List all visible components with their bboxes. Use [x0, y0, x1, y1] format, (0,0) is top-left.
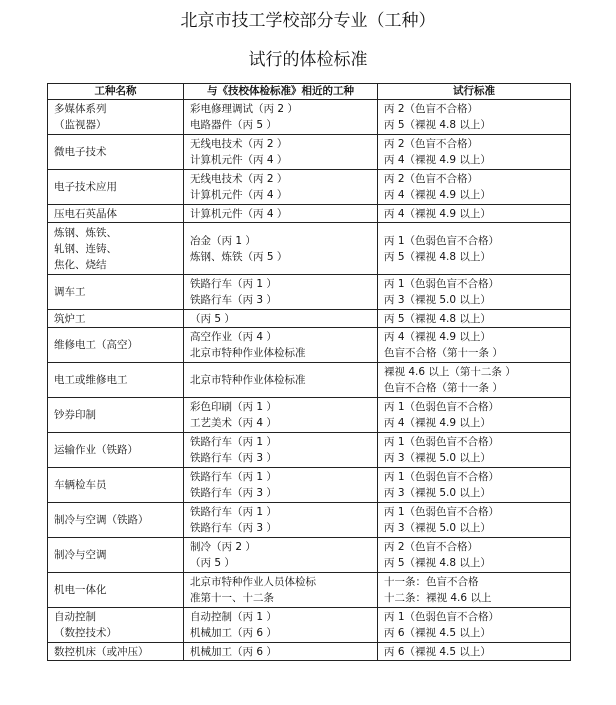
header-trial-standard: 试行标准	[378, 84, 571, 100]
trade-name-cell	[48, 328, 184, 363]
similar-trade-cell	[184, 538, 378, 573]
cell-text-line: 制冷与空调	[54, 549, 107, 561]
table-header-row	[48, 84, 571, 100]
trade-name-cell	[48, 538, 184, 573]
cell-text-line: 裸视 4.6 以上（第十二条 ）	[384, 366, 516, 378]
table-row	[48, 643, 571, 661]
table-row	[48, 608, 571, 643]
cell-text-line: 丙 2（色盲不合格）	[384, 541, 479, 553]
cell-text-line: 丙 1（色弱色盲不合格）	[384, 611, 500, 623]
cell-text-line: （监视器）	[54, 119, 107, 131]
cell-text-line: 丙 3（裸视 5.0 以上）	[384, 522, 491, 534]
cell-text-line: 炼钢、炼铁、	[54, 226, 117, 239]
cell-text-line: 丙 3（裸视 5.0 以上）	[384, 294, 491, 306]
standard-cell	[378, 275, 571, 310]
similar-trade-cell	[184, 608, 378, 643]
page-title: 北京市技工学校部分专业（工种）	[180, 11, 436, 31]
cell-text-line: 铁路行车（丙 1 ）	[190, 471, 277, 483]
cell-text-line: 北京市特种作业体检标准	[190, 347, 306, 359]
standard-cell	[378, 468, 571, 503]
cell-text-line: 彩色印刷（丙 1 ）	[190, 401, 277, 413]
trade-name-cell	[48, 275, 184, 310]
cell-text-line: 工艺美术（丙 4 ）	[190, 417, 277, 429]
table-row	[48, 275, 571, 310]
cell-text-line: 丙 3（裸视 5.0 以上）	[384, 452, 491, 464]
cell-text-line: 丙 1（色弱色盲不合格）	[384, 234, 500, 247]
cell-text-line: 丙 5（裸视 4.8 以上）	[384, 250, 491, 263]
cell-text-line: 维修电工（高空）	[54, 339, 138, 351]
cell-text-line: 丙 5（裸视 4.8 以上）	[384, 557, 491, 569]
cell-text-line: 丙 1（色弱色盲不合格）	[384, 471, 500, 483]
standard-cell	[378, 433, 571, 468]
trade-name-cell	[48, 573, 184, 608]
table-row	[48, 433, 571, 468]
standard-cell	[378, 205, 571, 223]
standard-cell	[378, 100, 571, 135]
standard-cell	[378, 310, 571, 328]
cell-text-line: 制冷（丙 2 ）	[190, 541, 256, 553]
cell-text-line: 计算机元件（丙 4 ）	[190, 207, 288, 220]
cell-text-line: 计算机元件（丙 4 ）	[190, 154, 288, 166]
cell-text-line: 丙 6（裸视 4.5 以上）	[384, 627, 491, 639]
cell-text-line: 丙 4（裸视 4.9 以上）	[384, 331, 491, 343]
cell-text-line: 丙 5（裸视 4.8 以上）	[384, 312, 491, 325]
standard-cell	[378, 135, 571, 170]
cell-text-line: 钞券印制	[54, 409, 96, 421]
similar-trade-cell	[184, 468, 378, 503]
cell-text-line: 数控机床（或冲压）	[54, 645, 149, 658]
trade-name-cell	[48, 433, 184, 468]
trade-name-cell	[48, 503, 184, 538]
cell-text-line: 压电石英晶体	[54, 207, 117, 220]
similar-trade-cell	[184, 310, 378, 328]
cell-text-line: 无线电技术（丙 2 ）	[190, 173, 288, 185]
standards-table	[47, 83, 571, 661]
table-row	[48, 135, 571, 170]
trade-name-cell	[48, 363, 184, 398]
table-row	[48, 205, 571, 223]
cell-text-line: 机械加工（丙 6 ）	[190, 627, 277, 639]
standard-cell	[378, 608, 571, 643]
cell-text-line: 色盲不合格（第十一条 ）	[384, 382, 503, 394]
standard-cell	[378, 538, 571, 573]
cell-text-line: 筑炉工	[54, 312, 86, 325]
cell-text-line: 准第十一、十二条	[190, 592, 274, 604]
similar-trade-cell	[184, 328, 378, 363]
cell-text-line: 焦化、烧结	[54, 258, 107, 271]
similar-trade-cell	[184, 135, 378, 170]
cell-text-line: 北京市特种作业体检标准	[190, 374, 306, 386]
table-row	[48, 573, 571, 608]
trade-name-cell	[48, 310, 184, 328]
cell-text-line: 电工或维修电工	[54, 374, 128, 386]
header-similar-trade: 与《技校体检标准》相近的工种	[184, 84, 378, 100]
page-subtitle: 试行的体检标准	[248, 50, 368, 70]
cell-text-line: 十二条：裸视 4.6 以上	[384, 592, 492, 604]
cell-text-line: 丙 2（色盲不合格）	[384, 138, 479, 150]
header-trade-name: 工种名称	[48, 84, 184, 100]
cell-text-line: （丙 5 ）	[190, 312, 235, 325]
cell-text-line: 丙 1（色弱色盲不合格）	[384, 506, 500, 518]
similar-trade-cell	[184, 205, 378, 223]
standard-cell	[378, 503, 571, 538]
cell-text-line: 丙 1（色弱色盲不合格）	[384, 436, 500, 448]
similar-trade-cell	[184, 433, 378, 468]
cell-text-line: 轧钢、连铸、	[54, 242, 117, 255]
cell-text-line: 运输作业（铁路）	[54, 444, 138, 456]
standard-cell	[378, 223, 571, 275]
table-row	[48, 363, 571, 398]
standard-cell	[378, 170, 571, 205]
cell-text-line: （丙 5 ）	[190, 557, 235, 569]
cell-text-line: 机电一体化	[54, 584, 107, 596]
cell-text-line: 色盲不合格（第十一条 ）	[384, 347, 503, 359]
cell-text-line: 丙 4（裸视 4.9 以上）	[384, 207, 491, 220]
cell-text-line: 高空作业（丙 4 ）	[190, 331, 277, 343]
standard-cell	[378, 363, 571, 398]
similar-trade-cell	[184, 643, 378, 661]
cell-text-line: 铁路行车（丙 1 ）	[190, 506, 277, 518]
cell-text-line: 铁路行车（丙 3 ）	[190, 452, 277, 464]
cell-text-line: 丙 2（色盲不合格）	[384, 173, 479, 185]
cell-text-line: 丙 4（裸视 4.9 以上）	[384, 189, 491, 201]
table-row	[48, 100, 571, 135]
trade-name-cell	[48, 468, 184, 503]
cell-text-line: 冶金（丙 1 ）	[190, 234, 256, 247]
similar-trade-cell	[184, 503, 378, 538]
similar-trade-cell	[184, 363, 378, 398]
cell-text-line: （数控技术）	[54, 627, 117, 639]
cell-text-line: 自动控制（丙 1 ）	[190, 611, 277, 623]
cell-text-line: 电路器件（丙 5 ）	[190, 119, 277, 131]
cell-text-line: 多媒体系列	[54, 103, 107, 115]
similar-trade-cell	[184, 170, 378, 205]
trade-name-cell	[48, 135, 184, 170]
similar-trade-cell	[184, 100, 378, 135]
cell-text-line: 丙 1（色弱色盲不合格）	[384, 278, 500, 290]
cell-text-line: 丙 1（色弱色盲不合格）	[384, 401, 500, 413]
table-row	[48, 538, 571, 573]
cell-text-line: 无线电技术（丙 2 ）	[190, 138, 288, 150]
similar-trade-cell	[184, 398, 378, 433]
standard-cell	[378, 573, 571, 608]
table-row	[48, 310, 571, 328]
cell-text-line: 微电子技术	[54, 146, 107, 158]
trade-name-cell	[48, 100, 184, 135]
trade-name-cell	[48, 643, 184, 661]
table-row	[48, 328, 571, 363]
cell-text-line: 丙 2（色盲不合格）	[384, 103, 479, 115]
trade-name-cell	[48, 170, 184, 205]
standard-cell	[378, 328, 571, 363]
cell-text-line: 铁路行车（丙 3 ）	[190, 487, 277, 499]
similar-trade-cell	[184, 573, 378, 608]
cell-text-line: 计算机元件（丙 4 ）	[190, 189, 288, 201]
cell-text-line: 车辆检车员	[54, 479, 107, 491]
trade-name-cell	[48, 398, 184, 433]
cell-text-line: 制冷与空调（铁路）	[54, 514, 149, 526]
standard-cell	[378, 643, 571, 661]
cell-text-line: 铁路行车（丙 3 ）	[190, 522, 277, 534]
table-row	[48, 223, 571, 275]
cell-text-line: 丙 4（裸视 4.9 以上）	[384, 154, 491, 166]
similar-trade-cell	[184, 275, 378, 310]
cell-text-line: 电子技术应用	[54, 181, 117, 193]
cell-text-line: 北京市特种作业人员体检标	[190, 576, 316, 588]
similar-trade-cell	[184, 223, 378, 275]
cell-text-line: 丙 5（裸视 4.8 以上）	[384, 119, 491, 131]
trade-name-cell	[48, 223, 184, 275]
cell-text-line: 铁路行车（丙 1 ）	[190, 436, 277, 448]
table-row	[48, 503, 571, 538]
cell-text-line: 炼钢、炼铁（丙 5 ）	[190, 250, 288, 263]
cell-text-line: 彩电修理调试（丙 2 ）	[190, 103, 298, 115]
table-row	[48, 398, 571, 433]
standard-cell	[378, 398, 571, 433]
cell-text-line: 丙 3（裸视 5.0 以上）	[384, 487, 491, 499]
table-row	[48, 468, 571, 503]
cell-text-line: 机械加工（丙 6 ）	[190, 645, 277, 658]
table-row	[48, 170, 571, 205]
cell-text-line: 自动控制	[54, 611, 96, 623]
trade-name-cell	[48, 608, 184, 643]
cell-text-line: 丙 6（裸视 4.5 以上）	[384, 645, 491, 658]
cell-text-line: 铁路行车（丙 1 ）	[190, 278, 277, 290]
trade-name-cell	[48, 205, 184, 223]
cell-text-line: 十一条：色盲不合格	[384, 576, 479, 588]
cell-text-line: 铁路行车（丙 3 ）	[190, 294, 277, 306]
cell-text-line: 调车工	[54, 286, 86, 298]
cell-text-line: 丙 4（裸视 4.9 以上）	[384, 417, 491, 429]
